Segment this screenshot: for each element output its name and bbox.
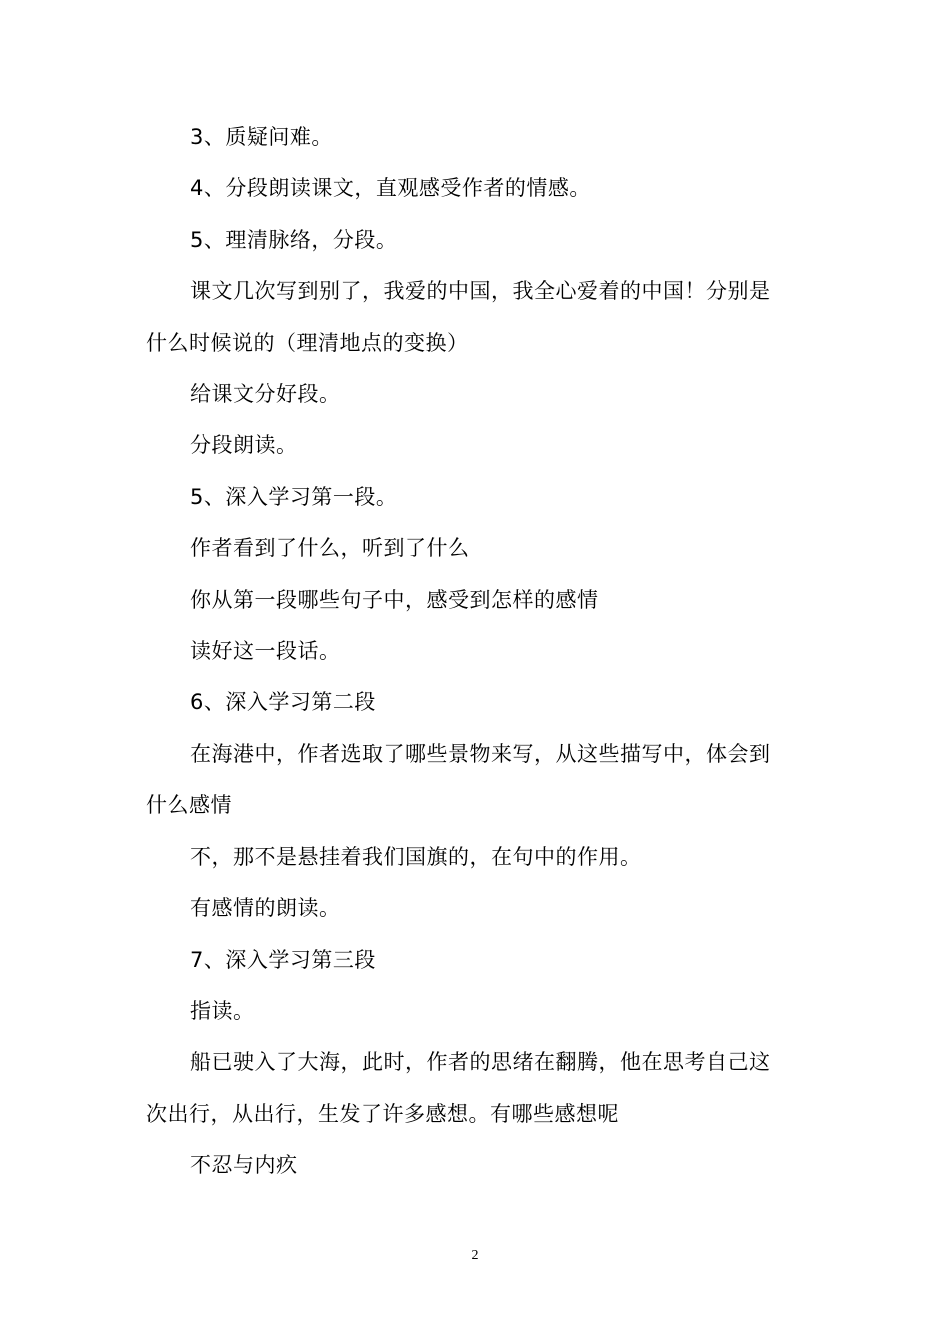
paragraph: 读好这一段话。 [190, 639, 341, 664]
document-body [146, 112, 806, 1192]
paragraph-continuation: 什么感情 [146, 793, 232, 818]
paragraph: 5、理清脉络，分段。 [190, 227, 398, 252]
paragraph: 3、质疑问难。 [190, 125, 333, 149]
paragraph: 作者看到了什么，听到了什么 [190, 536, 470, 561]
paragraph: 给课文分好段。 [190, 382, 341, 407]
paragraph: 5、深入学习第一段。 [190, 484, 398, 509]
paragraph: 课文几次写到别了，我爱的中国，我全心爱着的中国！分别是 [190, 279, 771, 304]
paragraph: 船已驶入了大海，此时，作者的思绪在翻腾，他在思考自己这 [190, 1050, 771, 1075]
paragraph: 分段朗读。 [190, 433, 298, 458]
paragraph: 你从第一段哪些句子中，感受到怎样的感情 [190, 587, 599, 612]
paragraph: 4、分段朗读课文，直观感受作者的情感。 [190, 176, 591, 201]
paragraph-continuation: 次出行，从出行，生发了许多感想。有哪些感想呢 [146, 1101, 619, 1126]
paragraph: 在海港中，作者选取了哪些景物来写，从这些描写中，体会到 [190, 741, 771, 766]
paragraph: 有感情的朗读。 [190, 896, 341, 921]
paragraph: 7、深入学习第三段 [190, 947, 376, 972]
paragraph: 6、深入学习第二段 [190, 690, 376, 715]
paragraph: 不，那不是悬挂着我们国旗的，在句中的作用。 [190, 844, 642, 869]
paragraph: 指读。 [190, 998, 255, 1023]
paragraph-continuation: 什么时候说的（理清地点的变换） [146, 330, 469, 355]
paragraph: 不忍与内疚 [190, 1153, 298, 1178]
page-number: 2 [471, 1248, 479, 1263]
